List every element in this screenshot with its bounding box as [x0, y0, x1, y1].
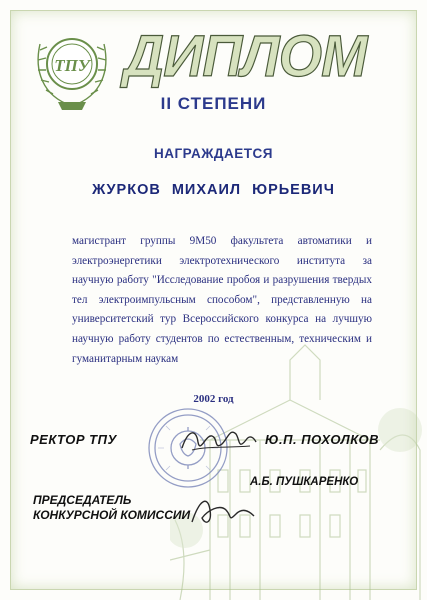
award-year: 2002 год [193, 393, 234, 405]
chairman-title-line2: КОНКУРСНОЙ КОМИССИИ [33, 508, 191, 522]
award-description: магистрант группы 9М50 факультета автоматики и электроэнергетики электротехнического института за научную работу "Исследование пробоя и разрушения твердых тел электроимпульсным способом", представленную на университетский тур Всероссийского конкурса на лучшую научную работу студентов по естественным, техническим и гуманитарным наукам [72, 235, 372, 365]
chairman-title [33, 493, 190, 523]
chairman-signature [188, 492, 256, 530]
recipient-name: ЖУРКОВ МИХАИЛ ЮРЬЕВИЧ [92, 182, 335, 198]
rector-title: РЕКТОР ТПУ [30, 432, 117, 447]
chairman-title-line1: ПРЕДСЕДАТЕЛЬ [33, 493, 132, 507]
rector-name: Ю.П. ПОХОЛКОВ [265, 432, 380, 447]
awarded-label: НАГРАЖДАЕТСЯ [154, 146, 273, 161]
rector-signature [178, 420, 258, 460]
diploma-title: ДИПЛОМ [124, 24, 367, 89]
diploma-degree: II СТЕПЕНИ [160, 94, 267, 113]
chairman-name: А.Б. ПУШКАРЕНКО [250, 476, 359, 488]
emblem-text: ТПУ [54, 56, 90, 75]
